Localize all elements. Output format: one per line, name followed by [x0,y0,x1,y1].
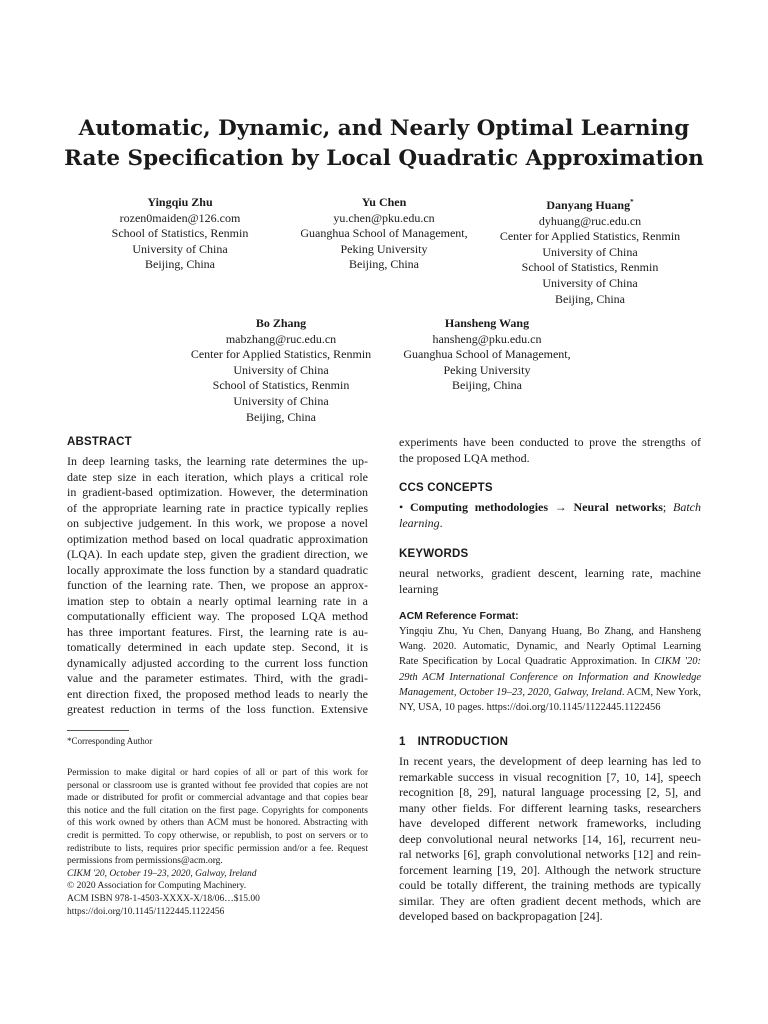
keywords-text [399,566,701,597]
permission-line: Permission to make digital or hard copies of all or part of this work for [67,768,368,778]
abstract-line: function of the learning rate. Then, we propose an approx- [67,578,368,592]
abstract-line: tomatically determined in each update step. Second, it is [67,640,368,654]
intro-line: could be totally different, the training methods are typically [399,878,701,892]
intro-line: many other fields. For different learning tasks, researchers [399,800,701,815]
abstract-line: of the appropriate learning rate in practice typically replies [67,500,368,515]
abstract-line: ent direction fixed, the proposed method leads to nearly the [67,686,368,701]
author-affiliation: School of Statistics, Renmin [212,378,350,393]
intro-line: In recent years, the development of deep learning has led to [399,754,701,768]
author-name: Danyang Huang* [546,198,634,212]
abstract-line: imation step to obtain a nearly optimal learning rate in a [67,593,368,608]
author-affiliation: University of China [233,362,329,377]
intro-line: ral networks [6], graph convolutional networks [12] and rein- [399,847,701,861]
abstract-line: computationally efficient way. The proposed LQA method [67,609,368,623]
abstract-continued [399,435,701,466]
keywords-line: learning [399,581,439,596]
abstract-line: on subjective judgement. In this work, we propose a novel [67,516,368,530]
keywords-line: neural networks, gradient descent, learning rate, machine [399,566,701,580]
permission-line: of this work owned by others than ACM must be honored. Abstracting with [67,818,368,829]
author-affiliation: University of China [542,275,638,290]
permission-line: personal or classroom use is granted without fee provided that copies are not [67,780,368,791]
author-location: Beijing, China [246,409,316,424]
ref-line: Management, October 19–23, 2020, Galway, Ireland. ACM, New York, [399,686,701,698]
ref-line: 29th ACM International Conference on Information and Knowledge [399,671,701,683]
author-block [264,195,504,273]
abstract-line: experiments have been conducted to prove the strengths of [399,435,701,449]
title-line: Rate Specification by Local Quadratic Approximation [64,146,704,171]
title-line: Automatic, Dynamic, and Nearly Optimal Learning [78,116,690,141]
corresponding-mark: * [630,198,634,206]
author-name: Hansheng Wang [444,316,530,330]
author-block [367,316,607,394]
author-name: Yingqiu Zhu [147,195,213,209]
author-affiliation: Center for Applied Statistics, Renmin [190,347,372,362]
author-email: rozen0maiden@126.com [119,210,241,225]
intro-heading [399,736,508,748]
author-affiliation: Guanghua School of Management, [300,226,468,241]
intro-line: forcement learning [19, 20]. Although the network structure [399,862,701,877]
author-affiliation: School of Statistics, Renmin [111,226,249,241]
paper-title [40,114,728,174]
abstract-line: locally approximate the loss function by a standard quadratic [67,562,368,577]
keywords-heading: KEYWORDS [399,548,469,560]
abstract-line: has three important features. First, the learning rate is au- [67,624,368,639]
author-location: Beijing, China [555,291,625,306]
section-title: INTRODUCTION [417,736,509,748]
author-affiliation: University of China [542,244,638,259]
permission-line: this notice and the full citation on the first page. Copyrights for components [67,805,368,816]
section-number: 1 [399,736,406,748]
ccs-heading: CCS CONCEPTS [399,482,493,494]
permission-line: made or distributed for profit or commercial advantage and that copies bear [67,793,368,804]
author-affiliation: Center for Applied Statistics, Renmin [499,229,681,244]
author-location: Beijing, China [145,257,215,272]
permission-line: permissions from permissions@acm.org. [67,856,223,867]
ccs-line: • Computing methodologies → Neural networks; Batch [399,500,702,514]
author-affiliation: Guanghua School of Management, [403,347,571,362]
ref-line: Rate Specification by Local Quadratic Approximation. In CIKM '20: [399,656,701,668]
abstract-line: In deep learning tasks, the learning rate determines the up- [67,454,368,468]
intro-line: recognition [8, 29], natural language processing [2, 5], and [399,785,701,799]
permission-notice [67,767,368,918]
footnote: *Corresponding Author [67,736,153,746]
intro-text [399,754,701,925]
ccs-text [399,500,701,531]
abstract-heading: ABSTRACT [67,436,132,448]
footnote-rule [67,730,129,731]
doi-line[interactable]: https://doi.org/10.1145/1122445.1122456 [67,906,225,917]
author-name: Yu Chen [361,195,407,209]
intro-line: deep convolutional neural networks [14, 16], recurrent neu- [399,831,701,846]
ccs-line: learning. [399,515,443,530]
author-affiliation: Peking University [340,241,428,256]
abstract-line: (LQA). In each update step, given the gradient direction, we [67,547,368,561]
intro-line: remarkable success in visual recognition [7, 10, 14], speech [399,769,701,784]
abstract-text [67,454,368,718]
abstract-line: dynamically adjusted according to the current loss function [67,655,368,670]
author-block [470,195,710,307]
author-affiliation: Peking University [443,362,531,377]
author-location: Beijing, China [349,257,419,272]
isbn-line: ACM ISBN 978-1-4503-XXXX-X/18/06…$15.00 [67,893,260,904]
permission-line: credit is permitted. To copy otherwise, or republish, to post on servers or to [67,830,368,841]
author-email: yu.chen@pku.edu.cn [333,210,435,225]
intro-line: developed based on backpropagation [24]. [399,909,603,923]
abstract-line: optimization method based on local quadratic approximation [67,531,368,546]
abstract-line: date step size in each iteration, which plays a critical role [67,469,368,484]
ref-line: Yingqiu Zhu, Yu Chen, Danyang Huang, Bo Zhang, and Hansheng [399,626,701,637]
author-affiliation: School of Statistics, Renmin [521,260,659,275]
author-email: hansheng@pku.edu.cn [432,331,542,346]
intro-line: have developed different network frameworks, including [399,816,701,830]
author-affiliation: University of China [132,241,228,256]
author-affiliation: University of China [233,393,329,408]
author-location: Beijing, China [452,378,522,393]
author-email: dyhuang@ruc.edu.cn [538,213,642,228]
acm-reference [399,624,701,715]
copyright-line: © 2020 Association for Computing Machinery. [67,881,247,892]
abstract-line: the proposed LQA method. [399,450,530,465]
ref-line: Wang. 2020. Automatic, Dynamic, and Nearly Optimal Learning [399,641,701,653]
intro-line: similar. They are often gradient decent methods, which are [399,893,701,908]
permission-line: redistribute to lists, requires prior specific permission and/or a fee. Request [67,843,368,854]
conference-line: CIKM '20, October 19–23, 2020, Galway, Ireland [67,868,257,879]
abstract-line: greatest reduction in terms of the loss function. Extensive [67,702,368,716]
abstract-line: value and the parameter estimates. Third, with the gradi- [67,671,368,685]
author-email: mabzhang@ruc.edu.cn [225,331,337,346]
acm-ref-heading: ACM Reference Format: [399,610,519,622]
author-block [161,316,401,425]
abstract-line: in gradient-based optimization. However, the determination [67,485,368,499]
author-name: Bo Zhang [255,316,307,330]
ref-line: NY, USA, 10 pages. https://doi.org/10.1145/1122445.1122456 [399,702,661,714]
